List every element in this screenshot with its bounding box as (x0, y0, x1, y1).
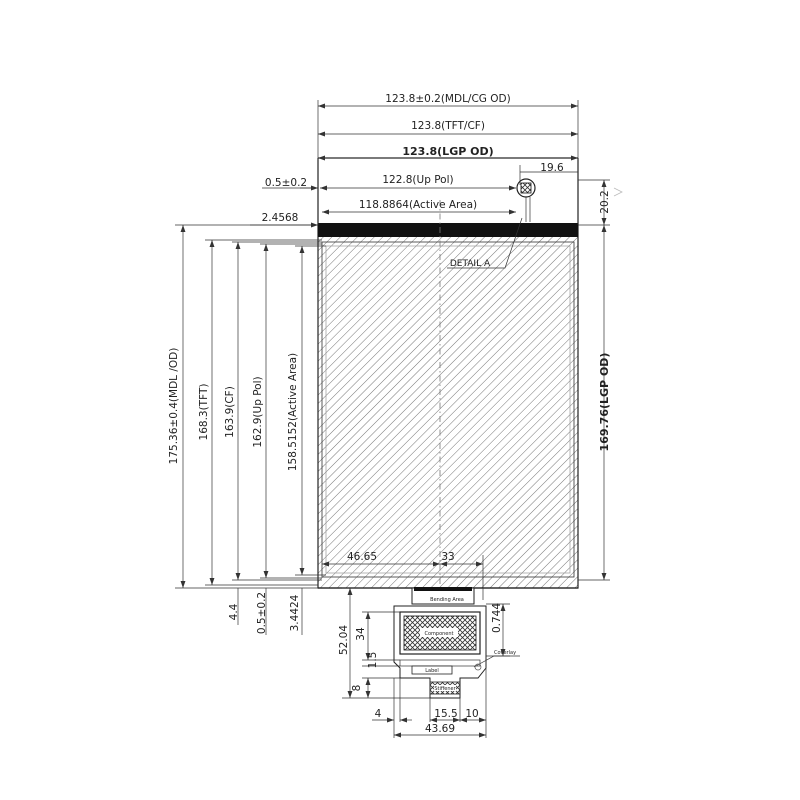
component-label: Component (424, 631, 454, 637)
dim-lgp-od-height: 169.76(LGP OD) (598, 352, 611, 452)
label-label: Label (425, 668, 439, 674)
dim-active-area-height: 158.5152(Active Area) (287, 352, 299, 472)
dim-fpc-15-5: 15.5 (434, 708, 458, 720)
dim-fpc-10: 10 (465, 708, 479, 720)
dim-detail-height: 20.2 (599, 190, 611, 214)
dim-fpc-43-69: 43.69 (424, 723, 456, 735)
panel-outline (318, 223, 578, 588)
panel-top-black-band (318, 223, 578, 237)
dim-gap-4-4: 4.4 (228, 603, 240, 621)
dim-46-65: 46.65 (346, 551, 378, 563)
dim-fpc-1-5: 1.5 (367, 651, 379, 669)
bending-area-label: Bending Area (430, 597, 464, 603)
detail-a-label: DETAIL A (449, 259, 491, 269)
panel-frame-hatched (318, 225, 578, 588)
top-dimensions (250, 93, 622, 225)
dim-left-offset: 2.4568 (261, 212, 299, 224)
dim-fpc-8: 8 (351, 684, 363, 692)
right-dimensions (578, 225, 611, 580)
dim-up-pol-height: 162.9(Up Pol) (252, 376, 264, 448)
dim-fpc-4: 4 (374, 708, 382, 720)
dim-fpc-34: 34 (355, 627, 367, 641)
coverlay-label: Coverlay (493, 650, 517, 656)
dim-mdl-cg-od: 123.8±0.2(MDL/CG OD) (385, 93, 511, 105)
stiffener-label: Stiffener (434, 686, 456, 692)
dim-fpc-52-04: 52.04 (338, 624, 350, 656)
dim-lgp-od: 123.8(LGP OD) (402, 145, 494, 158)
dim-gap-3-4424: 3.4424 (289, 594, 301, 632)
dim-up-pol: 122.8(Up Pol) (382, 174, 454, 186)
dim-cf-height: 163.9(CF) (224, 386, 236, 438)
dim-gap-0-5: 0.5±0.2 (256, 591, 268, 635)
dim-pol-offset: 0.5±0.2 (264, 177, 308, 189)
left-dimensions (168, 225, 326, 635)
dim-33: 33 (441, 551, 455, 563)
dim-detail-width: 19.6 (540, 162, 564, 174)
lgp-outline (318, 158, 578, 225)
dim-mdl-od-height: 175.36±0.4(MDL /OD) (168, 347, 180, 465)
dim-active-area-width: 118.8864(Active Area) (358, 199, 478, 211)
dim-tft-height: 168.3(TFT) (198, 383, 210, 441)
dim-tft-cf: 123.8(TFT/CF) (411, 120, 485, 132)
dim-fpc-0-744: 0.744 (491, 602, 503, 634)
